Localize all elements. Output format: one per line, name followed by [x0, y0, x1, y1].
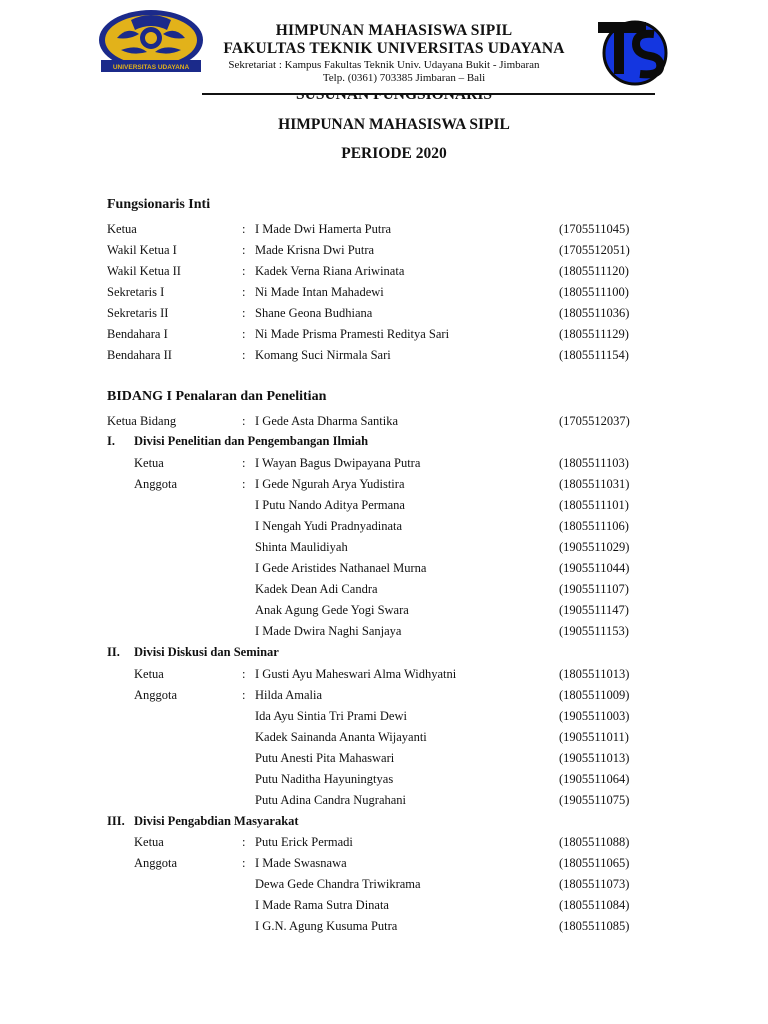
- row-nim: (1805511013): [559, 667, 630, 681]
- row-colon: :: [242, 348, 246, 362]
- table-row: [0, 414, 768, 434]
- row-nim: (1905511064): [559, 772, 630, 786]
- row-role: Bendahara II: [107, 348, 172, 362]
- division-title: Divisi Pengabdian Masyarakat: [134, 814, 299, 828]
- row-name: I Wayan Bagus Dwipayana Putra: [255, 456, 421, 470]
- table-row: [0, 793, 768, 813]
- row-name: I Gede Ngurah Arya Yudistira: [255, 477, 405, 491]
- row-colon: :: [242, 477, 246, 491]
- row-name: I Gusti Ayu Maheswari Alma Widhyatni: [255, 667, 457, 681]
- row-nim: (1805511036): [559, 306, 630, 320]
- row-role: Anggota: [134, 477, 178, 491]
- row-name: Anak Agung Gede Yogi Swara: [255, 603, 409, 617]
- section-heading-bidang-1: BIDANG I Penalaran dan Penelitian: [107, 389, 327, 404]
- org-name: HIMPUNAN MAHASISWA SIPIL: [275, 22, 513, 39]
- table-row: [0, 519, 768, 539]
- row-role: Anggota: [134, 688, 178, 702]
- row-role: Ketua: [134, 667, 164, 681]
- row-colon: :: [242, 285, 246, 299]
- row-colon: :: [242, 243, 246, 257]
- division-title: Divisi Diskusi dan Seminar: [134, 645, 279, 659]
- table-row: [0, 456, 768, 476]
- row-role: Ketua: [134, 456, 164, 470]
- row-nim: (1805511100): [559, 285, 629, 299]
- table-row: [0, 898, 768, 918]
- row-nim: (1905511147): [559, 603, 629, 617]
- row-name: Komang Suci Nirmala Sari: [255, 348, 391, 362]
- table-row: [0, 222, 768, 242]
- row-name: Shinta Maulidiyah: [255, 540, 348, 554]
- row-nim: (1805511065): [559, 856, 630, 870]
- table-row: [0, 919, 768, 939]
- row-name: I G.N. Agung Kusuma Putra: [255, 919, 398, 933]
- row-nim: (1805511085): [559, 919, 630, 933]
- row-role: Wakil Ketua II: [107, 264, 181, 278]
- table-row: [0, 730, 768, 750]
- row-role: Sekretaris I: [107, 285, 165, 299]
- table-row: [0, 709, 768, 729]
- row-nim: (1805511103): [559, 456, 629, 470]
- section-heading-inti: Fungsionaris Inti: [107, 197, 211, 212]
- row-nim: (1905511003): [559, 709, 630, 723]
- row-colon: :: [242, 667, 246, 681]
- table-row: [0, 582, 768, 602]
- table-row: [0, 540, 768, 560]
- faculty-name: FAKULTAS TEKNIK UNIVERSITAS UDAYANA: [223, 40, 565, 57]
- row-nim: (1805511009): [559, 688, 630, 702]
- row-name: Putu Naditha Hayuningtyas: [255, 772, 394, 786]
- row-role: Wakil Ketua I: [107, 243, 177, 257]
- row-name: I Made Dwira Naghi Sanjaya: [255, 624, 402, 638]
- row-name: Ida Ayu Sintia Tri Prami Dewi: [255, 709, 407, 723]
- table-row: [0, 835, 768, 855]
- row-nim: (1705512037): [559, 414, 630, 428]
- address-line-1: Sekretariat : Kampus Fakultas Teknik Univ. Udayana Bukit - Jimbaran: [228, 59, 540, 71]
- table-row: [0, 477, 768, 497]
- row-nim: (1805511129): [559, 327, 629, 341]
- table-row: [0, 327, 768, 347]
- logo-left-text: UNIVERSITAS UDAYANA: [112, 64, 190, 71]
- row-role: Anggota: [134, 856, 178, 870]
- table-row: [0, 856, 768, 876]
- row-nim: (1905511075): [559, 793, 630, 807]
- row-role: Sekretaris II: [107, 306, 169, 320]
- row-nim: (1705511045): [559, 222, 630, 236]
- row-name: I Made Rama Sutra Dinata: [255, 898, 389, 912]
- row-name: I Gede Aristides Nathanael Murna: [255, 561, 427, 575]
- row-nim: (1805511084): [559, 898, 630, 912]
- row-name: Shane Geona Budhiana: [255, 306, 373, 320]
- row-role: Bendahara I: [107, 327, 168, 341]
- row-nim: (1805511106): [559, 519, 629, 533]
- row-nim: (1805511073): [559, 877, 630, 891]
- row-colon: :: [242, 856, 246, 870]
- row-colon: :: [242, 327, 246, 341]
- row-nim: (1805511154): [559, 348, 629, 362]
- row-colon: :: [242, 222, 246, 236]
- table-row: [0, 264, 768, 284]
- row-nim: (1705512051): [559, 243, 630, 257]
- doc-period: PERIODE 2020: [341, 145, 447, 162]
- row-name: Putu Anesti Pita Mahaswari: [255, 751, 395, 765]
- row-name: I Made Swasnawa: [255, 856, 347, 870]
- row-colon: :: [242, 414, 246, 428]
- row-name: Hilda Amalia: [255, 688, 322, 702]
- row-nim: (1905511107): [559, 582, 629, 596]
- row-nim: (1805511120): [559, 264, 629, 278]
- division-title: Divisi Penelitian dan Pengembangan Ilmiah: [134, 434, 369, 448]
- row-colon: :: [242, 306, 246, 320]
- table-row: [0, 348, 768, 368]
- table-row: [0, 603, 768, 623]
- row-role: Ketua: [134, 835, 164, 849]
- table-row: [0, 772, 768, 792]
- row-nim: (1905511029): [559, 540, 630, 554]
- row-role: Ketua: [107, 222, 137, 236]
- row-name: Kadek Verna Riana Ariwinata: [255, 264, 405, 278]
- doc-subtitle: HIMPUNAN MAHASISWA SIPIL: [278, 116, 510, 133]
- table-row: [0, 688, 768, 708]
- table-row: [0, 498, 768, 518]
- table-row: [0, 561, 768, 581]
- row-colon: :: [242, 264, 246, 278]
- row-name: Dewa Gede Chandra Triwikrama: [255, 877, 421, 891]
- doc-title: [10, 86, 768, 104]
- table-row: [0, 667, 768, 687]
- row-nim: (1805511101): [559, 498, 629, 512]
- row-name: Putu Erick Permadi: [255, 835, 353, 849]
- table-row: [0, 624, 768, 644]
- row-name: Kadek Sainanda Ananta Wijayanti: [255, 730, 427, 744]
- table-row: [0, 243, 768, 263]
- row-name: I Nengah Yudi Pradnyadinata: [255, 519, 403, 533]
- row-nim: (1905511011): [559, 730, 629, 744]
- row-role: Ketua Bidang: [107, 414, 177, 428]
- row-colon: :: [242, 688, 246, 702]
- row-name: I Putu Nando Aditya Permana: [255, 498, 405, 512]
- row-colon: :: [242, 835, 246, 849]
- row-name: I Gede Asta Dharma Santika: [255, 414, 399, 428]
- row-name: Made Krisna Dwi Putra: [255, 243, 375, 257]
- row-name: Kadek Dean Adi Candra: [255, 582, 378, 596]
- row-name: Putu Adina Candra Nugrahani: [255, 793, 407, 807]
- table-row: [0, 877, 768, 897]
- address-line-2: Telp. (0361) 703385 Jimbaran – Bali: [322, 72, 486, 84]
- division-number: I.: [107, 434, 115, 448]
- table-row: [0, 285, 768, 305]
- row-nim: (1805511031): [559, 477, 630, 491]
- row-name: I Made Dwi Hamerta Putra: [255, 222, 392, 236]
- header-rule: [202, 93, 655, 95]
- row-nim: (1905511013): [559, 751, 630, 765]
- table-row: [0, 306, 768, 326]
- row-name: Ni Made Intan Mahadewi: [255, 285, 384, 299]
- row-nim: (1905511153): [559, 624, 629, 638]
- division-number: III.: [107, 814, 125, 828]
- row-name: Ni Made Prisma Pramesti Reditya Sari: [255, 327, 450, 341]
- division-number: II.: [107, 645, 120, 659]
- table-row: [0, 751, 768, 771]
- row-nim: (1905511044): [559, 561, 630, 575]
- row-colon: :: [242, 456, 246, 470]
- row-nim: (1805511088): [559, 835, 630, 849]
